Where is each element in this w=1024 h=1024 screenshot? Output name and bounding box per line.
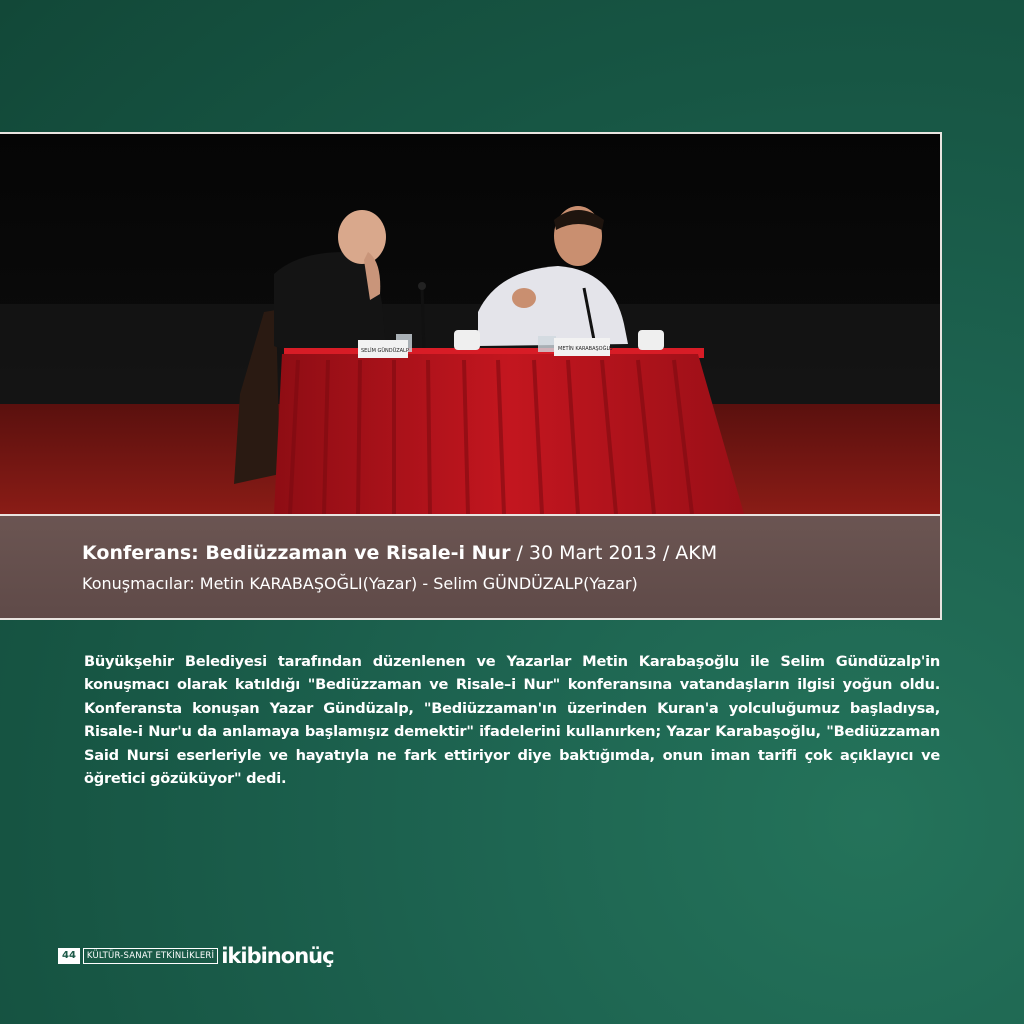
brand-logo: ikibinonüç	[221, 944, 334, 968]
section-label: KÜLTÜR-SANAT ETKİNLİKLERİ	[83, 948, 218, 964]
page-footer	[58, 946, 334, 966]
page-number: 44	[58, 948, 80, 964]
caption-title	[82, 542, 717, 564]
caption-band	[0, 514, 940, 620]
conference-photo	[0, 134, 940, 514]
caption-title-bold: Konferans: Bediüzzaman ve Risale-i Nur	[82, 542, 511, 564]
caption-title-date: / 30 Mart 2013 / AKM	[510, 542, 718, 564]
name-card-right: METİN KARABAŞOĞLU	[558, 346, 613, 352]
name-card-left: SELİM GÜNDÜZALP	[361, 348, 409, 354]
photo-frame	[0, 132, 942, 620]
article-text: Büyükşehir Belediyesi tarafından düzenlenen ve Yazarlar Metin Karabaşoğlu ile Selim Gündüzalp'in konuşmacı olarak katıldığı "Bediüzzaman ve Risale–i Nur" konferansına vatandaşların ilgisi yoğun oldu. Konferansta konuşan Yazar Gündüzalp, "Bediüzzaman'ın üzerinden Kuran'a yolculuğumuz başladıysa, Risale-i Nur'u da anlamaya başlamışız demektir" ifadelerini kullanırken; Yazar Karabaşoğlu, "Bediüzzaman Said Nursi eserleriyle ve hayatıyla ne fark ettiriyor diye baktığımda, onun iman tarifi çok açıklayıcı ve öğretici gözüküyor" dedi.	[84, 653, 940, 788]
caption-speakers: Konuşmacılar: Metin KARABAŞOĞLI(Yazar) - Selim GÜNDÜZALP(Yazar)	[82, 574, 638, 593]
